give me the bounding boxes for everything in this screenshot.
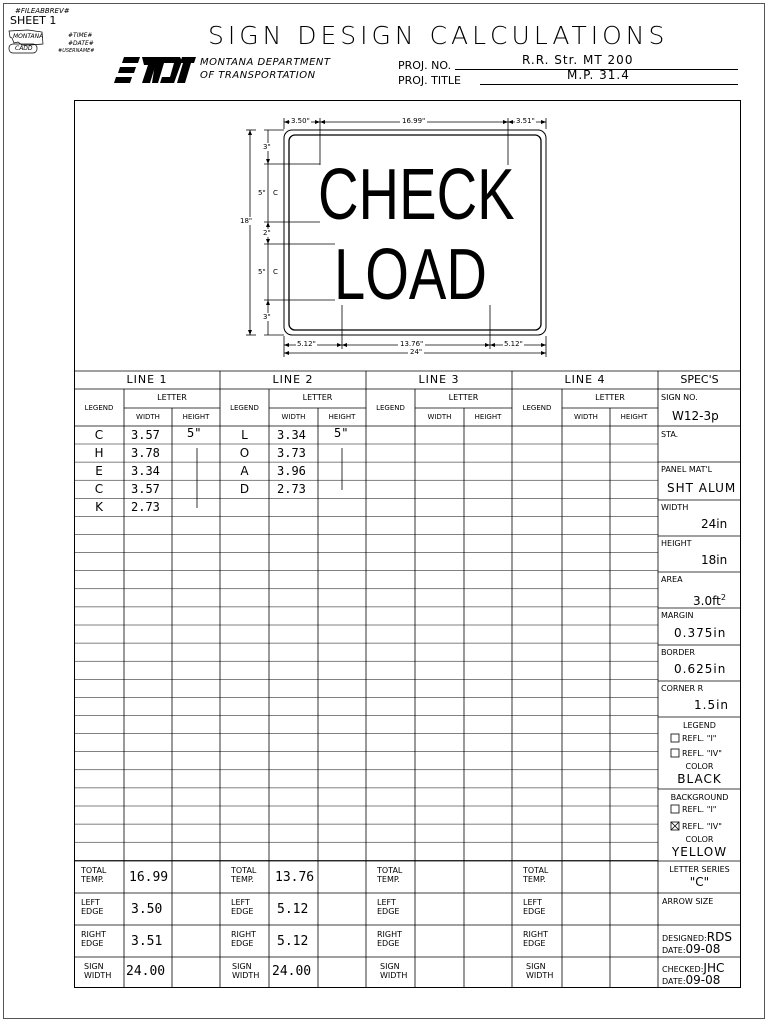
legend-label-3: LEGEND [376, 404, 405, 412]
legend-refl-iv: REFL. "IV" [682, 749, 722, 758]
sign-no-value: W12-3p [672, 409, 719, 423]
l1-sign-width: 24.00 [126, 964, 166, 979]
total-label-4: TOTAL TEMP. [523, 866, 549, 884]
dim-left-5b: 5" [258, 268, 266, 276]
area-label: AREA [661, 575, 683, 584]
line1-header: LINE 1 [126, 373, 168, 386]
height-spec-label: HEIGHT [661, 539, 692, 548]
dim-left-2: 2" [263, 229, 271, 237]
letter-label-3: LETTER [448, 393, 479, 402]
margin-value: 0.375in [674, 626, 727, 640]
background-spec-label: BACKGROUND [670, 793, 729, 802]
l1-total: 16.99 [129, 870, 169, 885]
dim-top-right: 3.51" [516, 117, 535, 125]
panel-value: SHT ALUM [667, 481, 737, 495]
sign-width-label-3: SIGN WIDTH [380, 962, 408, 980]
l1-width-2: 3.34 [131, 464, 160, 478]
legend-spec-label: LEGEND [683, 721, 716, 730]
l1-height-0: 5" [187, 426, 202, 440]
specs-header: SPEC'S [680, 373, 719, 386]
checked-date-row: DATE:09-08 [662, 973, 721, 987]
time-field: #TIME# [68, 32, 93, 39]
width-label-2: WIDTH [281, 413, 306, 421]
dim-top-left: 3.50" [291, 117, 310, 125]
legend-label-4: LEGEND [522, 404, 552, 412]
l2-sign-width: 24.00 [272, 964, 312, 979]
l2-legend-3: D [239, 482, 250, 496]
l1-legend-0: C [94, 428, 104, 442]
l2-right-edge: 5.12 [277, 934, 309, 949]
legend-refl-i: REFL. "I" [682, 734, 717, 743]
left-edge-label-3: LEFT EDGE [377, 898, 400, 916]
file-abbrev: #FILEABBREV# [15, 7, 70, 15]
height-label-1: HEIGHT [182, 413, 210, 421]
margin-label: MARGIN [661, 611, 694, 620]
bg-color-label: COLOR [685, 835, 714, 844]
dim-bot-right: 5.12" [504, 340, 523, 348]
proj-no-label: PROJ. NO. [398, 59, 452, 72]
l1-legend-4: K [95, 500, 103, 514]
dim-top-mid: 16.99" [402, 117, 426, 125]
right-edge-label-3: RIGHT EDGE [377, 930, 403, 948]
border-value: 0.625in [674, 662, 727, 676]
l2-legend-1: O [239, 446, 250, 460]
sta-label: STA. [661, 430, 679, 439]
total-label-1: TOTAL TEMP. [81, 866, 107, 884]
sign-width-label-1: SIGN WIDTH [84, 962, 112, 980]
sign-width-label-4: SIGN WIDTH [526, 962, 554, 980]
proj-title-label: PROJ. TITLE [398, 74, 461, 87]
l2-width-1: 3.73 [277, 446, 306, 460]
proj-title-value: M.P. 31.4 [567, 68, 630, 82]
height-label-4: HEIGHT [620, 413, 648, 421]
l2-total: 13.76 [275, 870, 315, 885]
sign-legend-line2: LOAD [334, 235, 487, 315]
l2-width-0: 3.34 [277, 428, 306, 442]
line3-header: LINE 3 [418, 373, 460, 386]
left-edge-label-4: LEFT EDGE [523, 898, 546, 916]
designed-row: DESIGNED:RDS [662, 930, 732, 944]
l1-width-4: 2.73 [131, 500, 160, 514]
line4-header: LINE 4 [564, 373, 606, 386]
height-label-2: HEIGHT [328, 413, 356, 421]
border-label: BORDER [661, 648, 695, 657]
panel-label: PANEL MAT'L [661, 465, 713, 474]
designed-date-row: DATE:09-08 [662, 942, 721, 956]
bg-refl-iv: REFL. "IV" [682, 822, 722, 831]
dim-left-5a: 5" [258, 189, 266, 197]
l1-legend-3: C [94, 482, 104, 496]
letter-series-value: "C" [689, 875, 710, 889]
l2-width-3: 2.73 [277, 482, 306, 496]
corner-value: 1.5in [694, 698, 730, 712]
letter-label-4: LETTER [595, 393, 625, 402]
proj-no-value: R.R. Str. MT 200 [522, 53, 634, 67]
checked-row: CHECKED:JHC [662, 961, 725, 975]
agency-line1: MONTANA DEPARTMENT [200, 57, 331, 68]
l1-right-edge: 3.51 [131, 934, 163, 949]
dim-left-top: 3" [263, 143, 271, 151]
dim-left-c1: C [273, 189, 278, 197]
total-label-2: TOTAL TEMP. [231, 866, 257, 884]
height-spec-value: 18in [701, 553, 728, 567]
date-field: #DATE# [68, 40, 94, 47]
l1-legend-2: E [95, 464, 103, 478]
right-edge-label-4: RIGHT EDGE [523, 930, 549, 948]
sign-no-label: SIGN NO. [661, 393, 698, 402]
user-field: #USERNAME# [58, 48, 95, 54]
l2-left-edge: 5.12 [277, 902, 309, 917]
left-edge-label-1: LEFT EDGE [81, 898, 104, 916]
letter-series-label: LETTER SERIES [669, 865, 730, 874]
area-value: $3.0ft^2$ [693, 593, 726, 608]
dim-left-18: 18" [240, 217, 253, 225]
sheet-label: SHEET 1 [10, 14, 57, 27]
arrow-size-label: ARROW SIZE [662, 897, 714, 906]
total-label-3: TOTAL TEMP. [377, 866, 403, 884]
l2-legend-0: L [241, 428, 248, 442]
legend-color-value: BLACK [677, 772, 722, 786]
dim-left-c2: C [273, 268, 278, 276]
page-title: SIGN DESIGN CALCULATIONS [208, 21, 669, 50]
dim-bot-mid: 13.76" [400, 340, 424, 348]
l1-width-0: 3.57 [131, 428, 160, 442]
bg-refl-i: REFL. "I" [682, 805, 717, 814]
agency-line2: OF TRANSPORTATION [200, 70, 316, 81]
bg-color-value: YELLOW [671, 845, 728, 859]
left-edge-label-2: LEFT EDGE [231, 898, 254, 916]
width-label-1: WIDTH [136, 413, 160, 421]
l2-legend-2: A [240, 464, 249, 478]
height-label-3: HEIGHT [474, 413, 502, 421]
width-label-4: WIDTH [574, 413, 598, 421]
sign-legend-line1: CHECK [318, 155, 515, 235]
l1-width-3: 3.57 [131, 482, 160, 496]
l2-height-0: 5" [334, 426, 349, 440]
letter-label-1: LETTER [157, 393, 187, 402]
legend-label-1: LEGEND [84, 404, 114, 412]
width-spec-label: WIDTH [661, 503, 689, 512]
cadd-label: CADD [15, 45, 33, 52]
l1-left-edge: 3.50 [131, 902, 163, 917]
dim-left-bottom: 3" [263, 313, 271, 321]
l1-width-1: 3.78 [131, 446, 160, 460]
dim-bot-total: 24" [410, 348, 423, 356]
l2-width-2: 3.96 [277, 464, 306, 478]
dim-bot-left: 5.12" [297, 340, 316, 348]
letter-label-2: LETTER [302, 393, 333, 402]
line2-header: LINE 2 [272, 373, 314, 386]
width-label-3: WIDTH [427, 413, 452, 421]
l1-legend-1: H [94, 446, 104, 460]
right-edge-label-2: RIGHT EDGE [231, 930, 257, 948]
legend-color-label: COLOR [685, 762, 714, 771]
corner-label: CORNER R [661, 684, 704, 693]
sign-width-label-2: SIGN WIDTH [232, 962, 260, 980]
legend-label-2: LEGEND [230, 404, 259, 412]
state-label: MONTANA [13, 33, 44, 40]
width-spec-value: 24in [701, 517, 728, 531]
right-edge-label-1: RIGHT EDGE [81, 930, 107, 948]
